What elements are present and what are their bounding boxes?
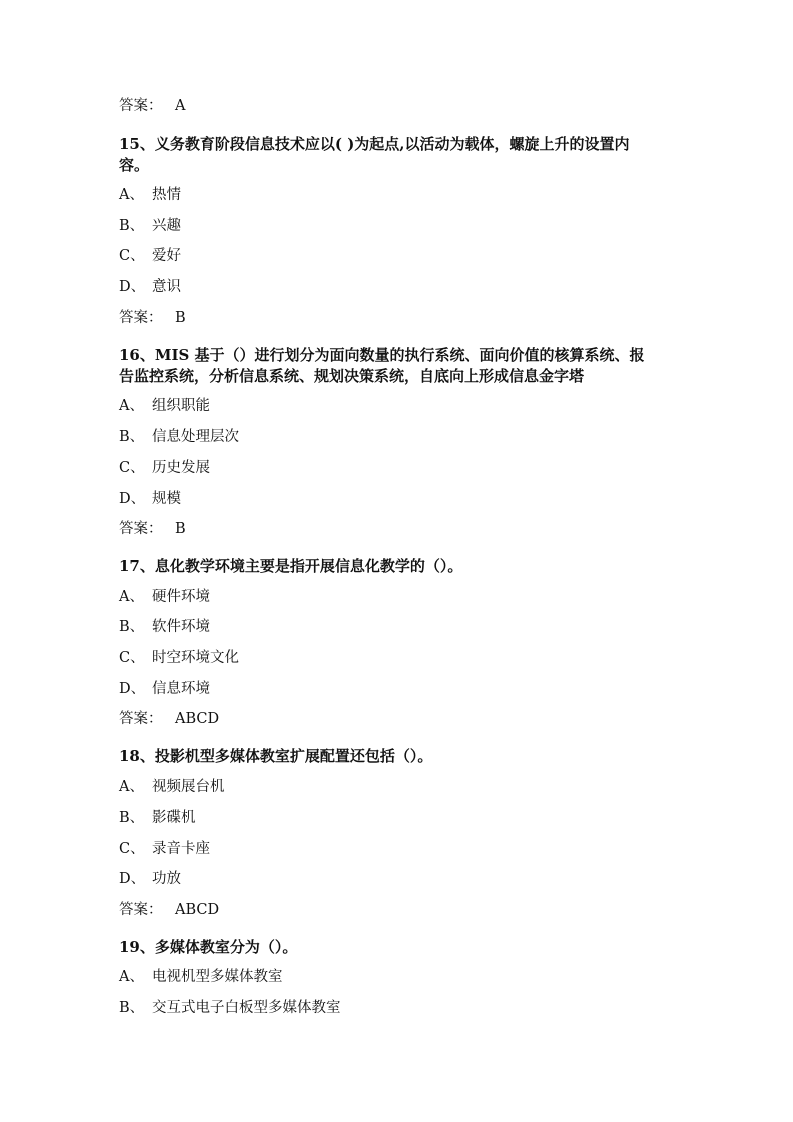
question-18-line-1: 18、投影机型多媒体教室扩展配置还包括（）。 [119,747,433,765]
option-text: 时空环境文化 [152,650,239,666]
q17-option-c [119,649,239,667]
answer-line-14 [119,97,185,115]
option-key: B、 [119,1000,145,1016]
answer-value: A [175,98,186,114]
answer-value: ABCD [175,902,220,918]
q16-option-c [119,459,210,477]
q17-option-a [119,588,210,606]
option-text: 组织职能 [152,398,210,414]
answer-label: 答案： [119,310,163,326]
question-16-line-1: 16、MIS 基于（）进行划分为面向数量的执行系统、面向价值的核算系统、报 [119,346,645,364]
option-text: 电视机型多媒体教室 [152,969,283,985]
option-text: 交互式电子白板型多媒体教室 [152,1000,341,1016]
question-15-line-1: 15、义务教育阶段信息技术应以( )为起点,以活动为载体，螺旋上升的设置内 [119,135,630,153]
option-text: 爱好 [152,248,181,264]
option-key: C、 [119,841,145,857]
answer-label: 答案： [119,902,163,918]
option-text: 兴趣 [152,218,181,234]
option-key: B、 [119,810,145,826]
answer-value: B [175,310,186,326]
option-key: B、 [119,619,145,635]
answer-line-16 [119,520,186,538]
option-key: A、 [119,187,144,203]
option-key: D、 [119,681,146,697]
q17-option-b [119,618,210,636]
q15-option-a [119,186,181,204]
option-key: D、 [119,871,146,887]
answer-label: 答案： [119,521,163,537]
option-text: 意识 [152,279,181,295]
option-key: A、 [119,398,144,414]
q19-option-a [119,968,283,986]
answer-value: ABCD [175,711,220,727]
q15-option-b [119,217,181,235]
question-19-line-1: 19、多媒体教室分为（）。 [119,938,298,956]
option-text: 硬件环境 [152,589,210,605]
q18-option-d [119,870,181,888]
option-key: B、 [119,218,145,234]
q16-option-b [119,428,239,446]
answer-label: 答案： [119,98,163,114]
option-key: A、 [119,779,144,795]
option-text: 热情 [152,187,181,203]
answer-line-18 [119,901,219,919]
option-text: 规模 [152,491,181,507]
answer-line-15 [119,309,186,327]
q19-option-b [119,999,341,1017]
option-text: 影碟机 [152,810,196,826]
option-key: D、 [119,491,146,507]
option-key: C、 [119,650,145,666]
option-key: B、 [119,429,145,445]
option-text: 录音卡座 [152,841,210,857]
answer-label: 答案： [119,711,163,727]
q17-option-d [119,680,210,698]
option-text: 视频展台机 [152,779,225,795]
option-key: C、 [119,460,145,476]
q18-option-a [119,778,225,796]
option-key: A、 [119,969,144,985]
q18-option-c [119,840,210,858]
option-text: 历史发展 [152,460,210,476]
q15-option-c [119,247,181,265]
option-text: 信息环境 [152,681,210,697]
option-key: C、 [119,248,145,264]
option-text: 软件环境 [152,619,210,635]
question-16-line-2: 告监控系统，分析信息系统、规划决策系统，自底向上形成信息金字塔 [119,367,585,385]
question-17-line-1: 17、息化教学环境主要是指开展信息化教学的（）。 [119,557,463,575]
option-text: 功放 [152,871,181,887]
q18-option-b [119,809,196,827]
option-key: D、 [119,279,146,295]
option-text: 信息处理层次 [152,429,239,445]
answer-line-17 [119,710,219,728]
answer-value: B [175,521,186,537]
q15-option-d [119,278,181,296]
q16-option-a [119,397,210,415]
question-15-line-2: 容。 [119,156,150,174]
option-key: A、 [119,589,144,605]
q16-option-d [119,490,181,508]
